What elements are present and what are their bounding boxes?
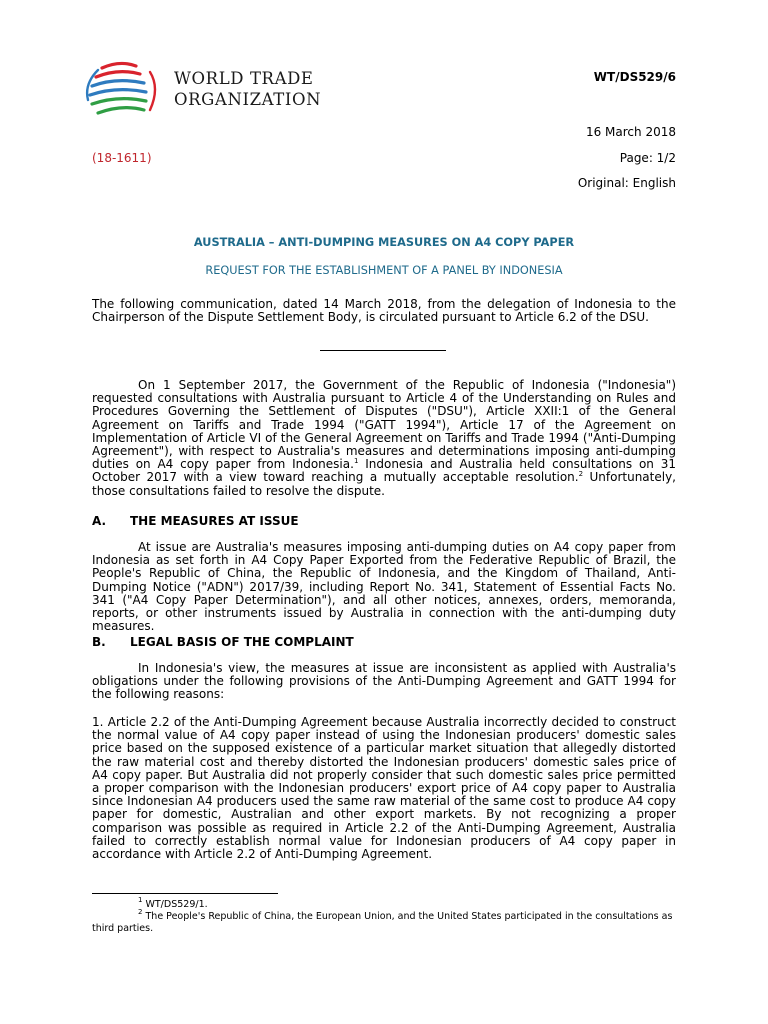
logo-arc-green-1 <box>92 99 146 104</box>
separator-line <box>320 350 446 351</box>
footnote-1-number: 1 <box>138 896 143 904</box>
section-heading-a <box>92 514 299 528</box>
paragraph-consultations-text-a: On 1 September 2017, the Government of the Republic of Indonesia ("Indonesia") requested consultations with Australia pursuant to Article 4 of the Understanding on Rules and Procedures Governing the Settlement of Disputes ("DSU"), Article XXII:1 of the General Agreement on Tariffs and Trade 1994 ("GATT 1994"), Article 17 of the Agreement on Implementation of Article VI of the General Agreement on Tariffs and Trade 1994 ("Anti-Dumping Agreement"), with respect to Australia's measures and determinations imposing anti-dumping duties on A4 copy paper from Indonesia. <box>92 378 676 472</box>
paragraph-measures: At issue are Australia's measures imposing anti-dumping duties on A4 copy paper from Indonesia as set forth in A4 Copy Paper Exported from the Federative Republic of Brazil, the People's Republic of China, the Republic of Indonesia, and the Kingdom of Thailand, Anti-Dumping Notice ("ADN") 2017/39, including Report No. 341, Statement of Essential Facts No. 341 ("A4 Copy Paper Determination"), and all other notices, annexes, orders, memoranda, reports, or other instruments issued by Australia in connection with the anti-dumping duty measures. <box>92 540 676 634</box>
document-symbol: WT/DS529/6 <box>593 70 676 84</box>
footnote-1-text: WT/DS529/1. <box>142 899 208 910</box>
logo-arc-blue-2 <box>90 90 146 95</box>
document-title: AUSTRALIA – ANTI-DUMPING MEASURES ON A4 COPY PAPER <box>193 236 575 249</box>
footnote-ref-1: 1 <box>353 457 359 466</box>
footnote-1 <box>92 896 676 911</box>
document-code: (18-1611) <box>92 151 152 165</box>
document-date: 16 March 2018 <box>585 125 676 139</box>
org-name-line1: WORLD TRADE <box>174 69 314 88</box>
logo-arc-green-2 <box>98 108 144 113</box>
document-subtitle: REQUEST FOR THE ESTABLISHMENT OF A PANEL BY INDONESIA <box>205 264 563 277</box>
logo-arc-right <box>150 72 155 110</box>
section-title-a: THE MEASURES AT ISSUE <box>130 514 299 528</box>
wto-logo <box>84 58 162 120</box>
footnote-ref-2: 2 <box>578 470 584 479</box>
footnote-2 <box>92 908 676 935</box>
footnote-2-text: The People's Republic of China, the European Union, and the United States participated in the consultations as third parties. <box>92 911 673 934</box>
section-letter-a: A. <box>92 514 107 528</box>
section-title-b: LEGAL BASIS OF THE COMPLAINT <box>130 635 354 649</box>
org-name-line2: ORGANIZATION <box>174 90 322 109</box>
paragraph-consultations <box>92 379 676 498</box>
paragraph-article-2-2: 1. Article 2.2 of the Anti-Dumping Agreement because Australia incorrectly decided to construct the normal value of A4 copy paper instead of using the Indonesian producers' domestic sales price based on the supposed existence of a particular market situation that allegedly distorted the raw material cost and thereby distorted the Indonesian producers' domestic sales price of A4 copy paper. But Australia did not properly consider that such domestic sales price permitted a proper comparison with the Indonesian producers' export price of A4 copy paper to Australia since Indonesian A4 producers used the same raw material of the same cost to produce A4 copy paper for domestic, Australian and other export markets. By not recognizing a proper comparison was possible as required in Article 2.2 of the Anti-Dumping Agreement, Australia failed to correctly establish normal value for Indonesian producers of A4 copy paper in accordance with Article 2.2 of Anti-Dumping Agreement. <box>92 715 676 862</box>
footnote-2-number: 2 <box>138 908 143 916</box>
paragraph-consultations-text-b: Indonesia and Australia held consultations on 31 October 2017 with a view toward reaching a mutually acceptable resolution. <box>92 457 677 485</box>
logo-arc-red-2 <box>96 72 140 77</box>
section-heading-b <box>92 635 354 649</box>
organization-name <box>174 68 321 110</box>
logo-arc-blue-1 <box>92 81 144 86</box>
paragraph-consultations-text-c: Unfortunately, those consultations failed to resolve the dispute. <box>92 470 676 498</box>
original-language: Original: English <box>577 176 676 190</box>
intro-paragraph: The following communication, dated 14 March 2018, from the delegation of Indonesia to the Chairperson of the Dispute Settlement Body, is circulated pursuant to Article 6.2 of the DSU. <box>92 297 676 325</box>
footnote-separator <box>92 893 278 894</box>
paragraph-legal-basis: In Indonesia's view, the measures at issue are inconsistent as applied with Australia's obligations under the following provisions of the Anti-Dumping Agreement and GATT 1994 for the following reasons: <box>92 661 676 702</box>
page-number: Page: 1/2 <box>619 151 676 165</box>
logo-arc-red-1 <box>102 63 136 68</box>
section-letter-b: B. <box>92 635 106 649</box>
